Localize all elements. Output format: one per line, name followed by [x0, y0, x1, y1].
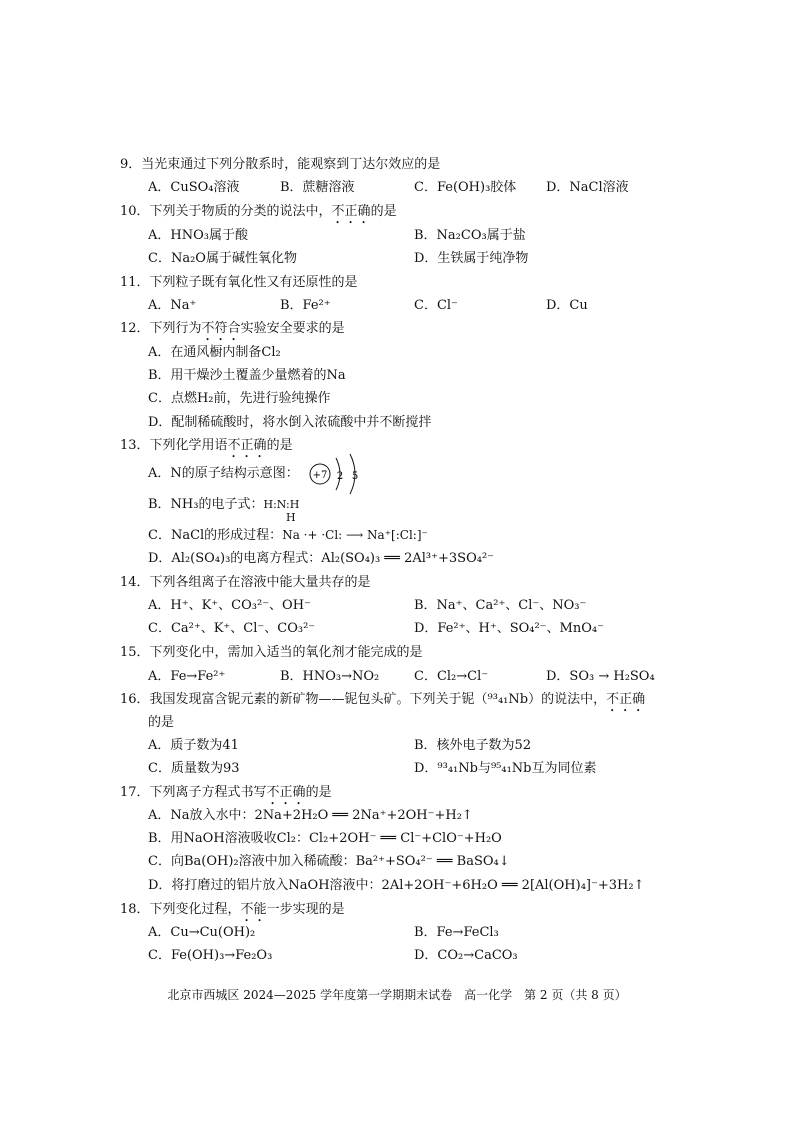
q13-stem-post: 的是 [266, 438, 293, 453]
q17-option-d: D．将打磨过的铝片放入NaOH溶液中：2Al+2OH⁻+6H₂O ══ 2[Al(OH)₄]⁻+3H₂↑ [148, 878, 645, 893]
q16-stem-pre: 16．我国发现富含铌元素的新矿物——铌包头矿。下列关于铌（⁹³₄₁Nb）的说法中， [120, 692, 607, 707]
nitrogen-atom-diagram [300, 454, 380, 494]
q17-option-b: B．用NaOH溶液吸收Cl₂：Cl₂+2OH⁻ ══ Cl⁻+ClO⁻+H₂O [148, 831, 502, 846]
question-16-stem [120, 692, 645, 715]
q13-option-b [148, 497, 299, 513]
question-15-stem: 15．下列变化中，需加入适当的氧化剂才能完成的是 [120, 645, 423, 660]
q13-option-d: D．Al₂(SO₄)₃的电离方程式：Al₂(SO₄)₃ ══ 2Al³⁺+3SO₄²⁻ [148, 551, 495, 566]
q18-option-d: D．CO₂→CaCO₃ [414, 948, 518, 963]
q13-stem-pre: 13．下列化学用语 [120, 438, 228, 453]
q10-option-c: C．Na₂O属于碱性氧化物 [148, 251, 297, 266]
question-14-stem: 14．下列各组离子在溶液中能大量共存的是 [120, 575, 371, 590]
nh3-bottom-hydrogen: H [286, 511, 296, 524]
q11-option-a: A．Na⁺ [148, 298, 197, 313]
question-11-stem: 11．下列粒子既有氧化性又有还原性的是 [120, 275, 358, 290]
q17-option-c: C．向Ba(OH)₂溶液中加入稀硫酸：Ba²⁺+SO₄²⁻ ══ BaSO₄↓ [148, 854, 510, 869]
q17-stem-emphasis: 不正确 [266, 785, 306, 800]
q9-option-a: A．CuSO₄溶液 [148, 180, 240, 195]
question-13-stem [120, 438, 293, 461]
q16-option-d: D．⁹³₄₁Nb与⁹⁵₄₁Nb互为同位素 [414, 761, 597, 776]
q9-option-c: C．Fe(OH)₃胶体 [414, 180, 517, 195]
q12-stem-post: 实验安全要求的是 [240, 321, 345, 336]
q12-option-c: C．点燃H₂前，先进行验纯操作 [148, 391, 331, 406]
q14-option-d: D．Fe²⁺、H⁺、SO₄²⁻、MnO₄⁻ [414, 621, 604, 636]
page-footer: 北京市西城区 2024—2025 学年度第一学期期末试卷 高一化学 第 2 页（共 8 页） [167, 988, 627, 1002]
q10-stem-post: 的是 [370, 204, 397, 219]
q16-stem-emphasis: 不正确 [606, 692, 646, 707]
question-9-stem: 9．当光束通过下列分散系时，能观察到丁达尔效应的是 [120, 157, 441, 172]
q17-stem-post: 的是 [305, 785, 332, 800]
nh3-electron-formula: H:N:H [263, 498, 300, 511]
q18-option-a: A．Cu→Cu(OH)₂ [148, 925, 256, 940]
q16-option-c: C．质量数为93 [148, 761, 240, 776]
q16-stem-line2: 的是 [148, 715, 175, 730]
q15-option-c: C．Cl₂→Cl⁻ [414, 669, 489, 684]
q18-stem-emphasis: 不能 [240, 902, 267, 917]
shell-2-count: 5 [351, 471, 359, 482]
q12-stem-emphasis: 不符合 [201, 321, 241, 336]
q10-stem-emphasis: 不正确 [331, 204, 371, 219]
q15-option-d: D．SO₃ → H₂SO₄ [546, 669, 655, 684]
q11-option-c: C．Cl⁻ [414, 298, 458, 313]
q17-option-a: A．Na放入水中：2Na+2H₂O ══ 2Na⁺+2OH⁻+H₂↑ [148, 808, 473, 823]
q12-option-b: B．用干燥沙土覆盖少量燃着的Na [148, 368, 346, 383]
q18-stem-pre: 18．下列变化过程， [120, 902, 241, 917]
q13-option-c [148, 527, 428, 544]
q10-option-b: B．Na₂CO₃属于盐 [414, 228, 526, 243]
q12-option-a: A．在通风橱内制备Cl₂ [148, 345, 281, 360]
q15-option-b: B．HNO₃→NO₂ [280, 669, 380, 684]
nucleus-charge: +7 [312, 470, 328, 481]
q13-stem-emphasis: 不正确 [227, 438, 267, 453]
q16-option-b: B．核外电子数为52 [414, 738, 532, 753]
question-18-stem [120, 902, 345, 925]
q10-stem-pre: 10．下列关于物质的分类的说法中， [120, 204, 332, 219]
q13-option-b-label: B．NH₃的电子式： [148, 497, 264, 512]
nacl-formation-equation: Na ·+ ·Cl: ⟶ Na⁺[:Cl:]⁻ [282, 528, 428, 542]
q9-option-d: D．NaCl溶液 [546, 180, 629, 195]
q18-option-b: B．Fe→FeCl₃ [414, 925, 499, 940]
q14-option-c: C．Ca²⁺、K⁺、Cl⁻、CO₃²⁻ [148, 621, 316, 636]
shell-1-count: 2 [336, 471, 344, 482]
q10-option-d: D．生铁属于纯净物 [414, 251, 529, 266]
q12-stem-pre: 12．下列行为 [120, 321, 202, 336]
q13-option-c-label: C．NaCl的形成过程： [148, 528, 283, 543]
q12-option-d: D．配制稀硫酸时，将水倒入浓硫酸中并不断搅拌 [148, 415, 432, 430]
q16-option-a: A．质子数为41 [148, 738, 239, 753]
q13-option-a: A．N的原子结构示意图： [148, 466, 299, 481]
question-17-stem [120, 785, 332, 808]
q11-option-b: B．Fe²⁺ [280, 298, 331, 313]
q17-stem-pre: 17．下列离子方程式书写 [120, 785, 267, 800]
question-12-stem [120, 321, 345, 344]
q18-option-c: C．Fe(OH)₃→Fe₂O₃ [148, 948, 273, 963]
q11-option-d: D．Cu [546, 298, 588, 313]
q15-option-a: A．Fe→Fe²⁺ [148, 669, 226, 684]
q10-option-a: A．HNO₃属于酸 [148, 228, 248, 243]
q9-option-b: B．蔗糖溶液 [280, 180, 355, 195]
question-10-stem [120, 204, 397, 227]
q14-option-a: A．H⁺、K⁺、CO₃²⁻、OH⁻ [148, 598, 311, 613]
q14-option-b: B．Na⁺、Ca²⁺、Cl⁻、NO₃⁻ [414, 598, 587, 613]
q18-stem-post: 一步实现的是 [266, 902, 345, 917]
